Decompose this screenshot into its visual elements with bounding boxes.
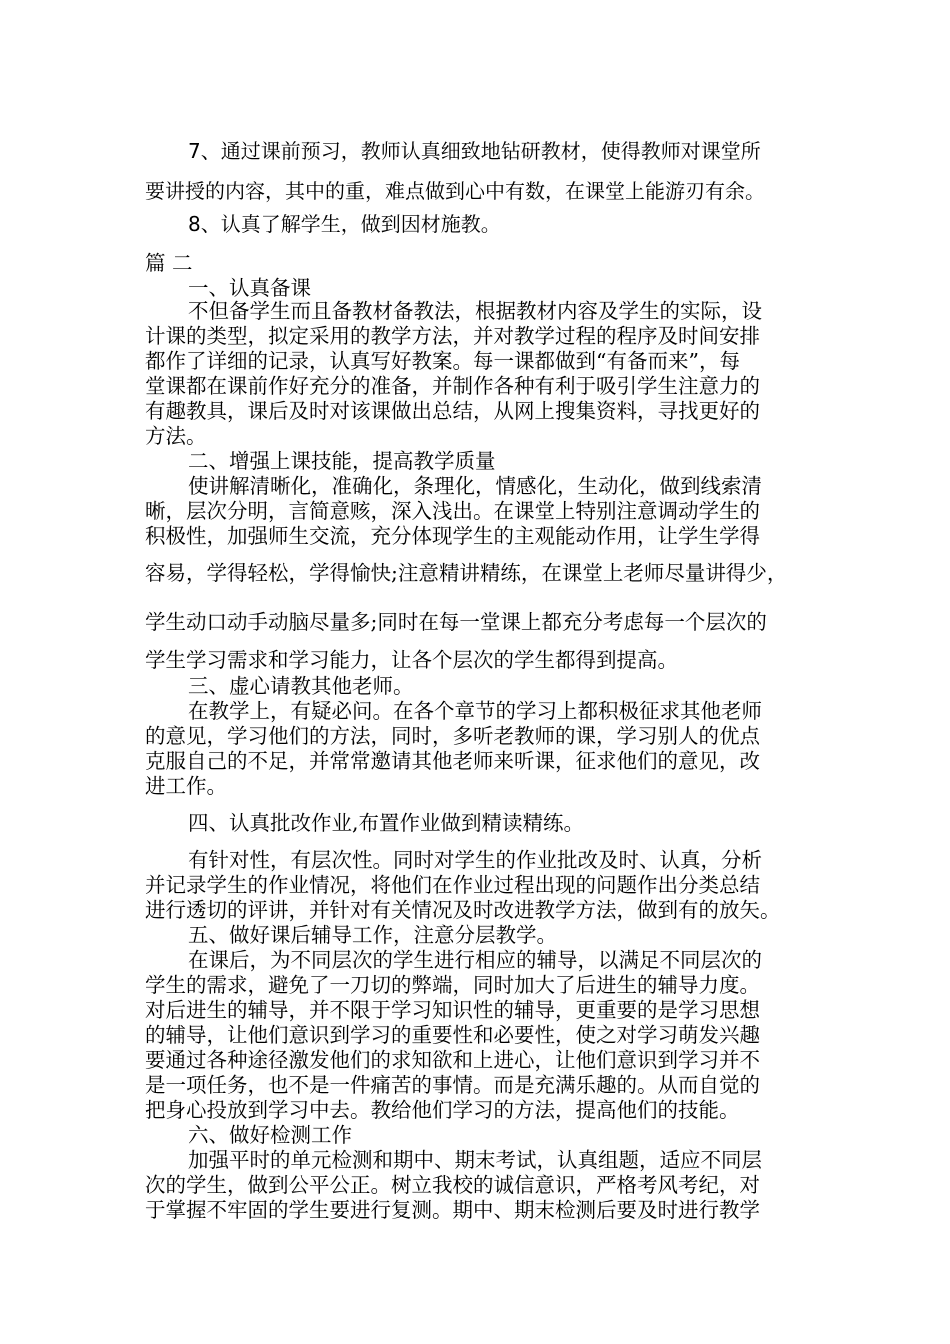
paragraph-line: 都作了详细的记录，认真写好教案。每一课都做到“有备而来”，每 [145,349,740,373]
paragraph-line: 的辅导，让他们意识到学习的重要性和必要性，使之对学习萌发兴趣 [145,1023,760,1047]
subsection-heading: 一、认真备课 [188,276,311,300]
paragraph-line: 不但备学生而且备教材备教法，根据教材内容及学生的实际，设 [188,299,762,323]
paragraph-line: 有趣教具，课后及时对该课做出总结，从网上搜集资料，寻找更好的 [145,399,760,423]
section-heading: 篇 二 [145,251,193,275]
paragraph-line: 有针对性，有层次性。同时对学生的作业批改及时、认真，分析 [188,848,762,872]
paragraph-line: 8、认真了解学生，做到因材施教。 [188,212,501,236]
paragraph-line: 学生动口动手动脑尽量多;同时在每一堂课上都充分考虑每一个层次的 [145,610,767,634]
paragraph-line: 要通过各种途径激发他们的求知欲和上进心，让他们意识到学习并不 [145,1048,760,1072]
paragraph-line: 学生的需求，避免了一刀切的弊端，同时加大了后进生的辅导力度。 [145,973,760,997]
paragraph-line: 7、通过课前预习，教师认真细致地钻研教材，使得教师对课堂所 [188,139,761,163]
paragraph-line: 并记录学生的作业情况，将他们在作业过程出现的问题作出分类总结 [145,873,760,897]
paragraph-line: 是一项任务，也不是一件痛苦的事情。而是充满乐趣的。从而自觉的 [145,1073,760,1097]
paragraph-line: 加强平时的单元检测和期中、期末考试，认真组题，适应不同层 [188,1148,762,1172]
subsection-heading: 五、做好课后辅导工作，注意分层教学。 [188,923,557,947]
subsection-heading: 三、虚心请教其他老师。 [188,674,414,698]
paragraph-line: 晰，层次分明，言简意赅，深入浅出。在课堂上特别注意调动学生的 [145,499,760,523]
paragraph-line: 在教学上，有疑必问。在各个章节的学习上都积极征求其他老师 [188,699,762,723]
subsection-heading: 六、做好检测工作 [188,1123,352,1147]
paragraph-line: 计课的类型，拟定采用的教学方法，并对教学过程的程序及时间安排 [145,324,760,348]
paragraph-line: 把身心投放到学习中去。教给他们学习的方法，提高他们的技能。 [145,1098,740,1122]
subsection-heading: 四、认真批改作业,布置作业做到精读精练。 [188,811,585,835]
paragraph-line: 方法。 [145,424,207,448]
paragraph-line: 克服自己的不足，并常常邀请其他老师来听课，征求他们的意见，改 [145,749,760,773]
paragraph-line: 对后进生的辅导，并不限于学习知识性的辅导，更重要的是学习思想 [145,998,760,1022]
paragraph-line: 于掌握不牢固的学生要进行复测。期中、期末检测后要及时进行教学 [145,1198,760,1222]
paragraph-line: 容易，学得轻松，学得愉快;注意精讲精练，在课堂上老师尽量讲得少， [145,561,788,585]
paragraph-line: 积极性，加强师生交流，充分体现学生的主观能动作用，让学生学得 [145,524,760,548]
paragraph-line: 要讲授的内容，其中的重，难点做到心中有数，在课堂上能游刃有余。 [145,179,765,203]
paragraph-line: 次的学生，做到公平公正。树立我校的诚信意识，严格考风考纪，对 [145,1173,760,1197]
paragraph-line: 堂课都在课前作好充分的准备，并制作各种有利于吸引学生注意力的 [145,374,760,398]
paragraph-line: 学生学习需求和学习能力，让各个层次的学生都得到提高。 [145,648,678,672]
paragraph-line: 在课后，为不同层次的学生进行相应的辅导，以满足不同层次的 [188,948,762,972]
paragraph-line: 进行透切的评讲，并针对有关情况及时改进教学方法，做到有的放矢。 [145,898,781,922]
subsection-heading: 二、增强上课技能，提高教学质量 [188,449,496,473]
paragraph-line: 进工作。 [145,774,227,798]
paragraph-line: 的意见，学习他们的方法，同时，多听老教师的课，学习别人的优点 [145,724,760,748]
paragraph-line: 使讲解清晰化，准确化，条理化，情感化，生动化，做到线索清 [188,474,762,498]
